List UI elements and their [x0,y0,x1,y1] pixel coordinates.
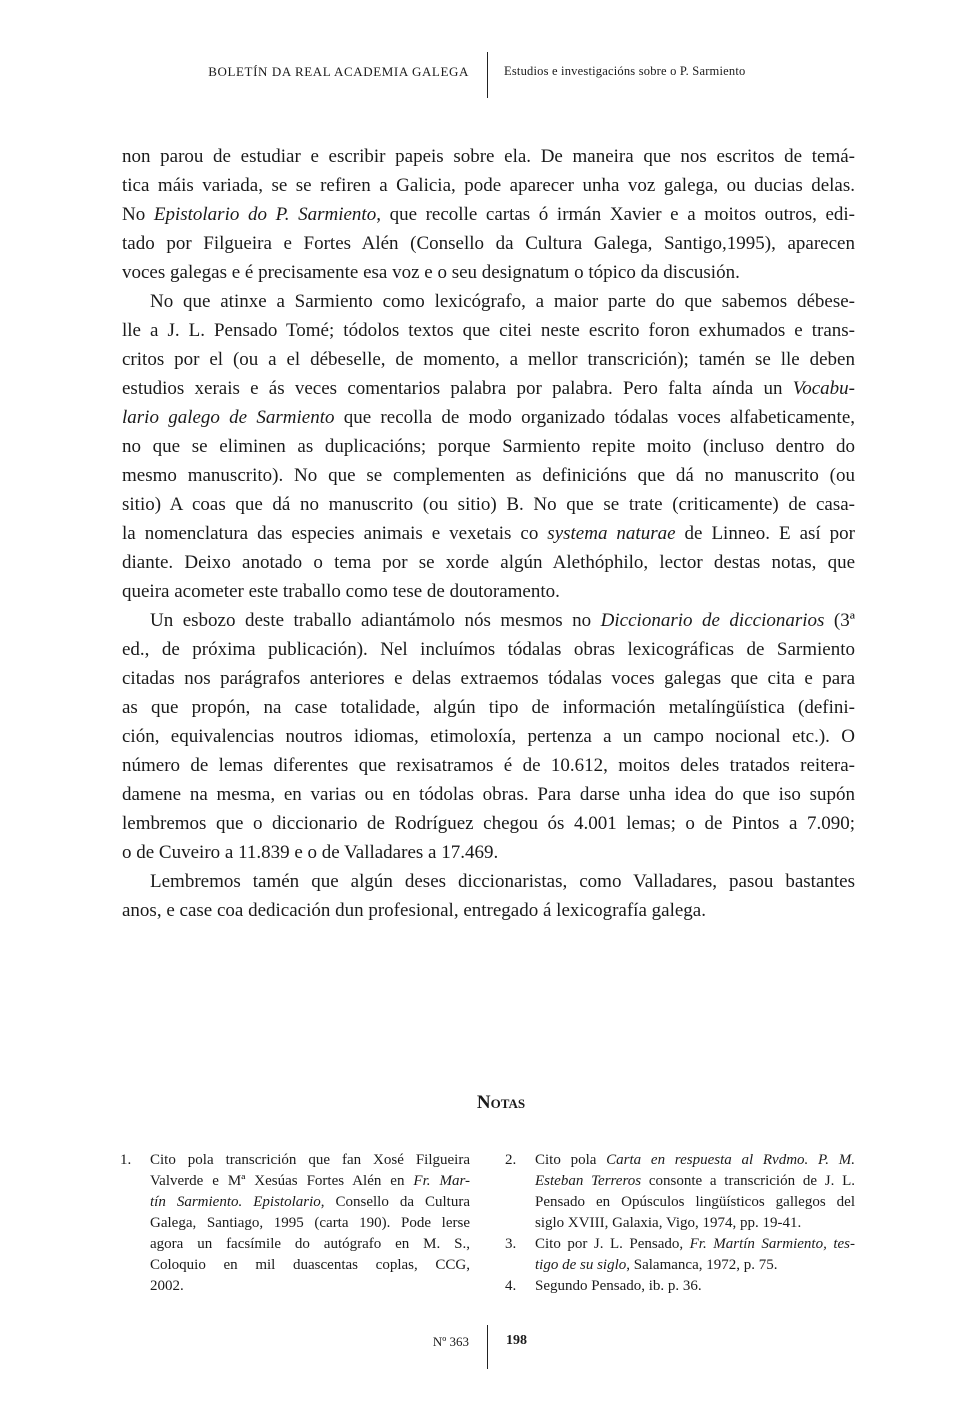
italic-title: lario galego de Sarmiento [122,407,335,428]
text-line [122,171,855,200]
text-run: consonte a transcrición de J. L. [641,1173,855,1189]
line-content [150,1173,470,1189]
text-line [122,635,855,664]
text-line [122,229,855,258]
footnote-number: 3. [505,1236,517,1252]
page-number: 198 [506,1333,527,1348]
line-content [150,1194,470,1210]
line-content [150,291,855,312]
line-content [122,842,498,863]
line-content [122,697,855,718]
line-content [122,320,855,341]
line-content [122,465,855,486]
text-line [122,577,855,606]
text-run: de Linneo. E así por [675,523,855,544]
text-run: citadas nos parágrafos anteriores e delas extraemos tódalas voces galegas que cita e para [122,668,855,689]
italic-title: Epistolario do P. Sarmiento [153,204,377,225]
text-line [122,606,855,635]
text-line [535,1171,855,1192]
text-line [150,1171,470,1192]
text-run: Cito pola transcrición que fan Xosé Filgueira [150,1152,470,1168]
text-run: lle a J. L. Pensado Tomé; tódolos textos que citei neste escrito foron exhumados e trans- [122,320,855,341]
text-run: as que propón, na case totalidade, algún tipo de información metalíngüística (defini- [122,697,855,718]
italic-title: Vocabu- [792,378,855,399]
text-line [150,1213,470,1234]
line-content [122,523,855,544]
italic-title: Esteban Terreros [535,1173,642,1189]
italic-title: tigo de su siglo [535,1257,627,1273]
notes-column-left [120,1150,470,1297]
text-line [122,287,855,316]
text-line [122,693,855,722]
text-run: Cito pola [535,1152,607,1168]
line-content [122,813,855,834]
text-line [535,1213,855,1234]
line-content [122,755,855,776]
line-content [122,378,855,399]
line-content [535,1257,777,1273]
text-run: o de Cuveiro a 11.839 e o de Valladares a 17.469. [122,842,499,863]
text-run: Segundo Pensado, ib. p. 36. [535,1278,702,1294]
italic-title: Carta en respuesta al Rvdmo. P. M. [606,1152,855,1168]
line-content [150,1257,470,1273]
line-content [150,1215,470,1231]
header-divider [487,52,488,98]
text-line [122,374,855,403]
text-run: No que atinxe a Sarmiento como lexicógrafo, a maior parte do que sabemos débese- [150,291,855,312]
text-line [122,258,855,287]
text-run: agora un facsímile do autógrafo en M. S., [150,1236,470,1252]
text-line [535,1234,855,1255]
line-content [535,1194,855,1210]
text-line [535,1255,855,1276]
notes-column-right [505,1150,855,1297]
line-content [122,494,855,515]
text-line [150,1192,470,1213]
text-run: Valverde e Mª Xesúas Fortes Alén en [150,1173,414,1189]
text-line [122,403,855,432]
text-line [122,780,855,809]
line-content [150,1236,470,1252]
text-run: mesmo manuscrito). No que se complementen as definicións que dá no manuscrito (ou [122,465,855,486]
section-title: Estudios e investigacións sobre o P. Sarmiento [504,64,746,78]
text-line [122,519,855,548]
text-run: damene na mesma, en varias ou en tódolas obras. Para darse unha idea do que iso supón [122,784,855,805]
text-run: , Salamanca, 1972, p. 75. [626,1257,778,1273]
line-content [122,552,855,573]
line-content [535,1173,855,1189]
italic-title: Fr. Martín Sarmiento, tes- [689,1236,855,1252]
text-line [122,490,855,519]
text-run: (3ª [824,610,855,631]
line-content [150,610,855,631]
paragraph [122,606,855,867]
line-content [122,639,855,660]
text-run: ción, equivalencias noutros idiomas, etimoloxía, pertenza a un campo nocional etc.). O [122,726,855,747]
line-content [122,784,855,805]
text-run: Cito por J. L. Pensado, [535,1236,690,1252]
text-run: que recolla de modo organizado tódalas voces alfabeticamente, [334,407,856,428]
italic-title: systema naturae [547,523,676,544]
text-line [122,200,855,229]
text-run: Lembremos tamén que algún deses diccionaristas, como Valladares, pasou bastantes [150,871,855,892]
text-run: No [122,204,154,225]
text-run: queira acometer este traballo como tese de doutoramento. [122,581,560,602]
text-line [122,548,855,577]
text-line [122,432,855,461]
line-content [150,871,855,892]
issue-number: Nº 363 [432,1334,469,1349]
line-content [535,1278,702,1294]
text-line [535,1150,855,1171]
text-line [122,461,855,490]
text-line [150,1234,470,1255]
line-content [150,1278,184,1294]
text-line [122,838,855,867]
text-run: Un esbozo deste traballo adiantámolo nós mesmos no [150,610,601,631]
line-content [122,900,706,921]
text-run: Coloquio en mil duascentas coplas, CCG, [150,1257,470,1273]
text-run: , que recolle cartas ó irmán Xavier e a moitos outros, edi- [376,204,855,225]
line-content [122,146,855,167]
footnote-number: 1. [120,1152,132,1168]
text-run: no que se eliminen as duplicacións; porque Sarmiento repite moito (incluso dentro do [122,436,855,457]
line-content [535,1236,855,1252]
text-run: sitio) A coas que dá no manuscrito (ou sitio) B. No que se trate (criticamente) de casa- [122,494,855,515]
text-run: ed., de próxima publicación). Nel incluímos tódalas obras lexicográficas de Sarmiento [122,639,855,660]
footnote [505,1234,855,1276]
line-content [122,668,855,689]
text-line [122,345,855,374]
footnote-number: 4. [505,1278,517,1294]
notes-heading: Notas [476,1092,526,1113]
text-run: non parou de estudiar e escribir papeis sobre ela. De maneira que nos escritos de temá- [122,146,855,167]
text-line [150,1276,470,1297]
body-text [122,142,855,925]
line-content [122,349,855,370]
footnote-number: 2. [505,1152,517,1168]
text-run: diante. Deixo anotado o tema por se xorde algún Alethóphilo, lector destas notas, que [122,552,855,573]
text-line [150,1255,470,1276]
text-run: siglo XVIII, Galaxia, Vigo, 1974, pp. 19-41. [535,1215,802,1231]
line-content [122,262,740,283]
line-content [535,1152,855,1168]
text-line [122,896,855,925]
line-content [122,175,855,196]
line-content [122,581,560,602]
text-run: Galega, Santiago, 1995 (carta 190). Pode lerse [150,1215,470,1231]
journal-title: BOLETÍN DA REAL ACADEMIA GALEGA [208,64,469,79]
text-line [122,664,855,693]
text-line [122,751,855,780]
italic-title: tín Sarmiento. Epistolario [150,1194,321,1210]
line-content [150,1152,470,1168]
text-run: critos por el (ou a el débeselle, de momento, a mellor transcrición); tamén se lle deben [122,349,855,370]
text-run: estudios xerais e ás veces comentarios palabra por palabra. Pero falta aínda un [122,378,793,399]
text-line [122,142,855,171]
text-run: , Consello da Cultura [320,1194,470,1210]
line-content [122,204,855,225]
text-line [150,1150,470,1171]
text-line [535,1192,855,1213]
italic-title: Diccionario de diccionarios [600,610,825,631]
footer-divider [487,1325,488,1369]
italic-title: Fr. Mar- [413,1173,470,1189]
line-content [122,726,855,747]
footnote [505,1276,855,1297]
text-run: tica máis variada, se se refiren a Galicia, pode aparecer unha voz galega, ou ducias delas. [122,175,855,196]
footnote [505,1150,855,1234]
text-line [122,867,855,896]
text-line [122,722,855,751]
text-run: 2002. [150,1278,184,1294]
text-line [122,316,855,345]
text-run: número de lemas diferentes que rexisatramos é de 10.612, moitos deles tratados reitera- [122,755,855,776]
line-content [535,1215,801,1231]
paragraph [122,287,855,606]
line-content [122,233,855,254]
text-run: anos, e case coa dedicación dun profesional, entregado á lexicografía galega. [122,900,706,921]
paragraph [122,867,855,925]
text-run: lembremos que o diccionario de Rodríguez chegou ós 4.001 lemas; o de Pintos a 7.090; [122,813,855,834]
text-run: tado por Filgueira e Fortes Alén (Consello da Cultura Galega, Santigo,1995), aparecen [122,233,855,254]
text-run: Pensado en Opúsculos lingüísticos gallegos del [535,1194,855,1210]
text-run: voces galegas e é precisamente esa voz e o seu designatum o tópico da discusión. [122,262,740,283]
footnote [120,1150,470,1297]
text-line [122,809,855,838]
line-content [122,407,855,428]
line-content [122,436,855,457]
text-run: la nomenclatura das especies animais e vexetais co [122,523,548,544]
text-line [535,1276,855,1297]
paragraph [122,142,855,287]
